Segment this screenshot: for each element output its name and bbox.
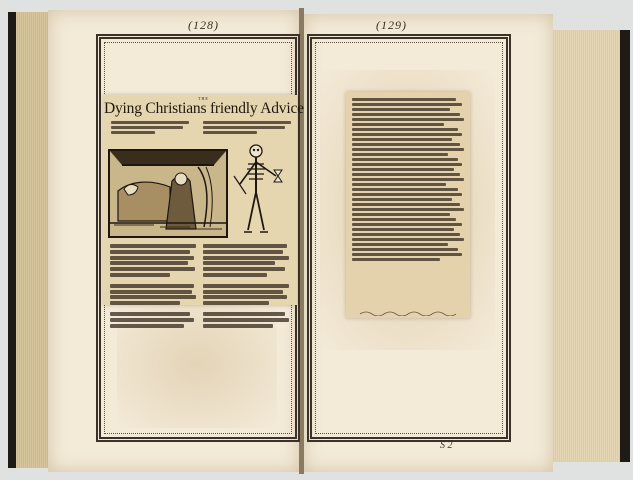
skeleton-figure (232, 142, 287, 237)
handwritten-annotation (358, 310, 468, 316)
subtitle-right-block (203, 121, 291, 135)
broadside-title: Dying Christians friendly Advice (104, 100, 304, 117)
signature-mark: S 2 (440, 440, 453, 451)
ballad-column-right (203, 244, 289, 329)
right-page-block (548, 30, 630, 462)
right-folio-number: (129) (376, 18, 407, 32)
broadside-the: THE (198, 96, 209, 101)
deathbed-woodcut (108, 149, 228, 238)
right-ballad-text (352, 98, 464, 262)
left-folio-number: (128) (188, 18, 219, 32)
ballad-column-left (110, 244, 196, 329)
subtitle-left-block (111, 121, 191, 135)
